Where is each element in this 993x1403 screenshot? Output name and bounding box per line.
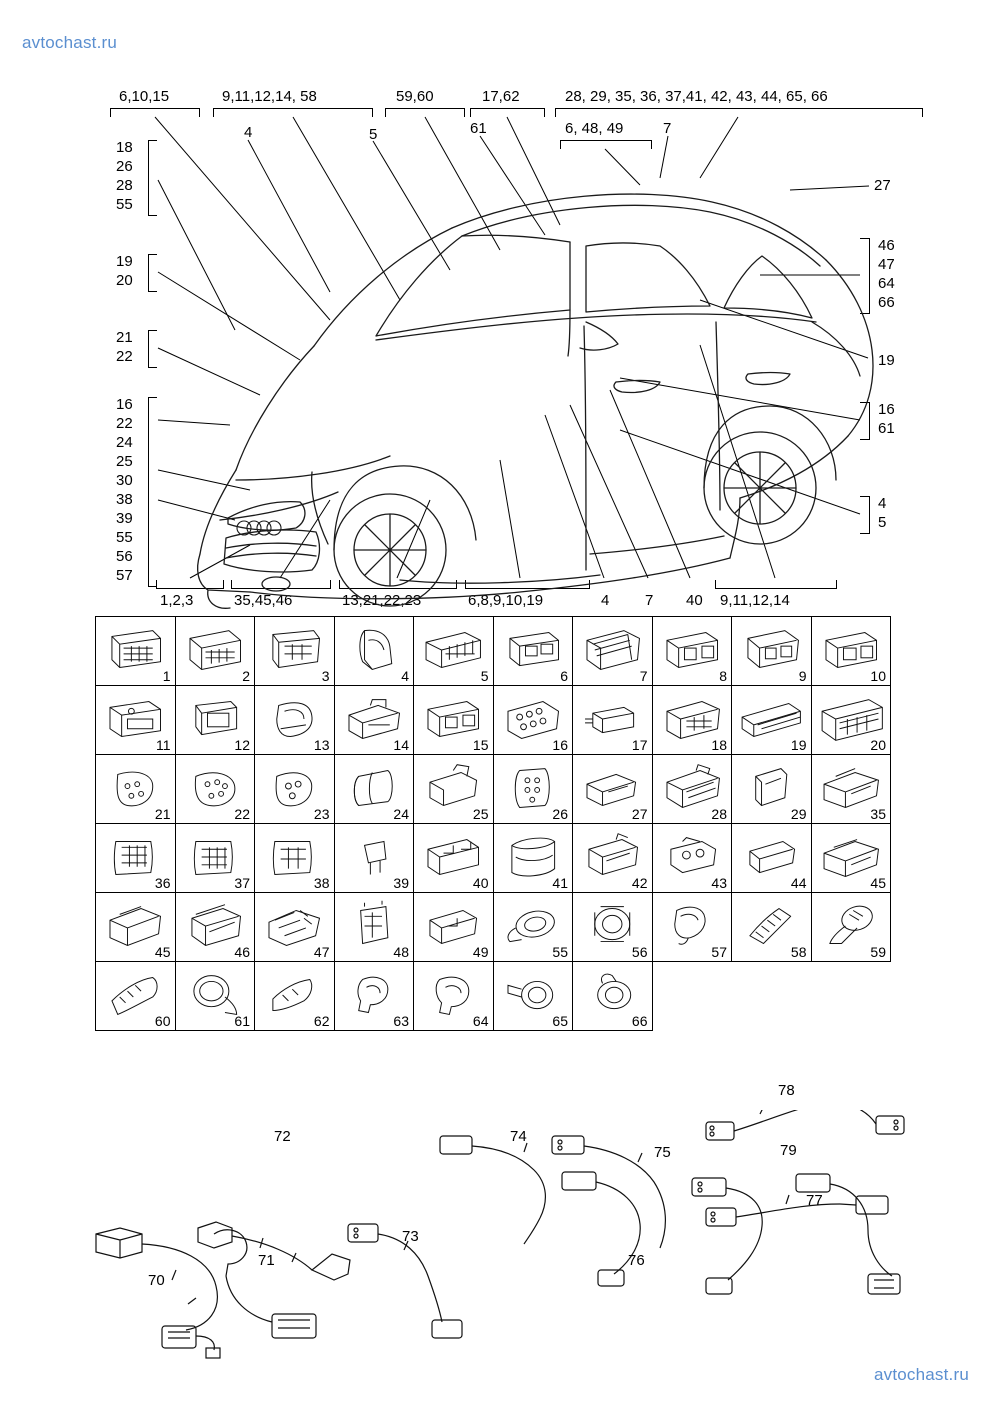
part-cell-12[interactable]: [175, 685, 256, 755]
left-group-2-item: 19: [116, 253, 133, 270]
part-cell-66[interactable]: [572, 961, 653, 1031]
left-group-4-item: 39: [116, 510, 133, 527]
bracket-tick: [385, 108, 386, 117]
part-cell-21[interactable]: [95, 754, 176, 824]
vehicle-illustration: [100, 150, 900, 620]
part-cell-44[interactable]: [731, 823, 812, 893]
part-cell-65[interactable]: [493, 961, 574, 1031]
harness-label-74: 74: [510, 1128, 527, 1145]
part-cell-59[interactable]: [811, 892, 892, 962]
part-cell-27[interactable]: [572, 754, 653, 824]
part-number: 45: [870, 875, 886, 891]
harness-label-78: 78: [778, 1082, 795, 1099]
part-cell-63[interactable]: [334, 961, 415, 1031]
part-cell-37[interactable]: [175, 823, 256, 893]
left-group-3-item: 22: [116, 348, 133, 365]
part-cell-7[interactable]: [572, 616, 653, 686]
parts-grid-row: [96, 685, 901, 754]
callout-61: 61: [470, 120, 487, 137]
callout-bottom-5: 4: [601, 592, 610, 609]
part-cell-17[interactable]: [572, 685, 653, 755]
callout-27: 27: [874, 177, 891, 194]
part-cell-62[interactable]: [254, 961, 335, 1031]
bracket-tick: [651, 140, 652, 149]
part-number: 36: [154, 875, 171, 891]
left-group-4-item: 16: [116, 396, 133, 413]
part-number: 24: [393, 806, 409, 822]
part-cell-5[interactable]: [413, 616, 494, 686]
part-cell-56[interactable]: [572, 892, 653, 962]
part-number: 8: [719, 668, 727, 684]
bracket-tick: [544, 108, 545, 117]
bracket-line: [213, 108, 373, 109]
part-number: 6: [560, 668, 568, 684]
part-number: 5: [480, 668, 489, 684]
watermark-bottom-right: avtochast.ru: [873, 1365, 969, 1384]
part-cell-26[interactable]: [493, 754, 574, 824]
part-cell-1[interactable]: [95, 616, 176, 686]
part-number: 21: [154, 806, 171, 822]
part-number: 60: [154, 1013, 171, 1029]
left-group-1-item: 55: [116, 196, 133, 213]
callout-top-2: 9,11,12,14, 58: [222, 88, 317, 105]
parts-grid-row: [96, 823, 901, 892]
part-number: 57: [711, 944, 727, 960]
parts-grid-row: [96, 616, 901, 685]
part-cell-40[interactable]: [413, 823, 494, 893]
part-cell-55[interactable]: [493, 892, 574, 962]
part-number: 47: [313, 944, 330, 960]
cable-assemblies: [0, 1082, 993, 1360]
part-number: 65: [552, 1013, 568, 1029]
bracket-tick: [372, 108, 373, 117]
left-group-4-item: 22: [116, 415, 133, 432]
harness-label-79: 79: [780, 1142, 797, 1159]
part-number: 40: [472, 875, 489, 891]
part-number: 19: [790, 737, 807, 753]
part-cell-60[interactable]: [95, 961, 176, 1031]
callout-top-5: 28, 29, 35, 36, 37,41, 42, 43, 44, 65, 66: [565, 88, 828, 105]
callout-bottom-2: 35,45,46: [234, 592, 293, 609]
part-cell-58[interactable]: [731, 892, 812, 962]
right-group-3-item: 61: [878, 420, 895, 437]
part-cell-36[interactable]: [95, 823, 176, 893]
callout-bottom-4: 6,8,9,10,19: [468, 592, 544, 609]
part-cell-47[interactable]: [254, 892, 335, 962]
left-group-1-item: 28: [116, 177, 133, 194]
bracket-tick: [555, 108, 556, 117]
part-number: 13: [313, 737, 330, 753]
harness-label-75: 75: [654, 1144, 671, 1161]
part-number: 3: [321, 668, 330, 684]
part-number: 23: [313, 806, 330, 822]
callout-bottom-7: 40: [686, 592, 703, 609]
part-number: 12: [234, 737, 250, 753]
left-group-4-item: 38: [116, 491, 133, 508]
right-group-1-item: 64: [878, 275, 895, 292]
callout-bottom-1: 1,2,3: [160, 592, 194, 609]
part-cell-39[interactable]: [334, 823, 415, 893]
part-number: 39: [393, 875, 409, 891]
part-number: 9: [798, 668, 807, 684]
part-number: 59: [870, 944, 886, 960]
part-number: 37: [234, 875, 250, 891]
bracket-tick: [470, 108, 471, 117]
part-cell-22[interactable]: [175, 754, 256, 824]
part-cell-10[interactable]: [811, 616, 892, 686]
callout-bottom-8: 9,11,12,14: [720, 592, 790, 609]
part-number: 18: [711, 737, 727, 753]
parts-grid-row: [96, 892, 901, 961]
part-number: 10: [870, 668, 886, 684]
part-number: 20: [870, 737, 886, 753]
harness-label-76: 76: [628, 1252, 645, 1269]
part-number: 28: [711, 806, 727, 822]
part-number: 66: [631, 1013, 648, 1029]
right-group-1-item: 46: [878, 237, 895, 254]
part-cell-35[interactable]: [811, 754, 892, 824]
part-number: 64: [472, 1013, 489, 1029]
part-cell-43[interactable]: [652, 823, 733, 893]
part-cell-3[interactable]: [254, 616, 335, 686]
bracket-tick: [560, 140, 561, 149]
part-cell-57[interactable]: [652, 892, 733, 962]
callout-bottom-3: 13,21,22,23: [342, 592, 422, 609]
part-cell-14[interactable]: [334, 685, 415, 755]
part-cell-9[interactable]: [731, 616, 812, 686]
part-number: 11: [155, 737, 171, 753]
parts-grid-row: [96, 961, 901, 1030]
part-cell-20[interactable]: [811, 685, 892, 755]
part-number: 2: [242, 668, 250, 684]
part-cell-8[interactable]: [652, 616, 733, 686]
part-cell-45b[interactable]: [95, 892, 176, 962]
callout-top-3: 59,60: [396, 88, 434, 105]
part-number: 15: [472, 737, 489, 753]
callout-top-4: 17,62: [482, 88, 520, 105]
part-number: 45: [154, 944, 171, 960]
left-group-4-item: 30: [116, 472, 133, 489]
harness-label-77: 77: [806, 1192, 823, 1209]
part-cell-61[interactable]: [175, 961, 256, 1031]
callout-top-6: 6, 48, 49: [565, 120, 624, 137]
part-number: 1: [162, 668, 171, 684]
part-cell-23[interactable]: [254, 754, 335, 824]
harness-label-71: 71: [258, 1252, 275, 1269]
part-number: 29: [790, 806, 807, 822]
bracket-line: [470, 108, 545, 109]
watermark-top-left: avtochast.ru: [22, 33, 118, 52]
part-cell-29[interactable]: [731, 754, 812, 824]
harness-label-72: 72: [274, 1128, 291, 1145]
callout-bottom-6: 7: [645, 592, 654, 609]
bracket-tick: [213, 108, 214, 117]
part-number: 25: [472, 806, 489, 822]
part-number: 35: [870, 806, 886, 822]
part-number: 41: [552, 875, 568, 891]
bracket-tick: [199, 108, 200, 117]
bracket-line: [560, 140, 652, 141]
part-cell-48[interactable]: [334, 892, 415, 962]
part-number: 17: [631, 737, 648, 753]
part-number: 46: [234, 944, 250, 960]
part-number: 22: [234, 806, 250, 822]
bracket-tick: [922, 108, 923, 117]
part-cell-4[interactable]: [334, 616, 415, 686]
callout-5: 5: [369, 126, 378, 143]
part-number: 62: [313, 1013, 330, 1029]
part-cell-46[interactable]: [175, 892, 256, 962]
bracket-line: [385, 108, 465, 109]
part-number: 55: [552, 944, 568, 960]
part-cell-64[interactable]: [413, 961, 494, 1031]
part-cell-41[interactable]: [493, 823, 574, 893]
parts-grid: [96, 616, 901, 1030]
part-cell-19[interactable]: [731, 685, 812, 755]
part-number: 14: [393, 737, 409, 753]
part-cell-16[interactable]: [493, 685, 574, 755]
left-group-4-item: 57: [116, 567, 133, 584]
bracket-line: [110, 108, 200, 109]
part-number: 58: [790, 944, 807, 960]
part-cell-24[interactable]: [334, 754, 415, 824]
left-group-2-item: 20: [116, 272, 133, 289]
harness-label-70: 70: [148, 1272, 165, 1289]
callout-top-1: 6,10,15: [119, 88, 170, 105]
part-cell-25[interactable]: [413, 754, 494, 824]
right-group-3-item: 16: [878, 401, 895, 418]
callout-4: 4: [244, 124, 253, 141]
bracket-tick: [110, 108, 111, 117]
part-cell-38[interactable]: [254, 823, 335, 893]
callout-7: 7: [663, 120, 672, 137]
left-group-1-item: 18: [116, 139, 133, 156]
part-cell-42[interactable]: [572, 823, 653, 893]
part-number: 27: [631, 806, 648, 822]
right-group-1-item: 47: [878, 256, 895, 273]
part-cell-28[interactable]: [652, 754, 733, 824]
part-number: 16: [552, 737, 568, 753]
part-cell-45[interactable]: [811, 823, 892, 893]
left-group-1-item: 26: [116, 158, 133, 175]
left-group-4-item: 24: [116, 434, 133, 451]
part-number: 4: [401, 668, 409, 684]
right-group-2-item: 19: [878, 352, 895, 369]
harness-label-73: 73: [402, 1228, 419, 1245]
left-group-4-item: 25: [116, 453, 133, 470]
part-number: 26: [552, 806, 568, 822]
part-number: 63: [393, 1013, 409, 1029]
part-cell-49[interactable]: [413, 892, 494, 962]
part-number: 48: [393, 944, 409, 960]
part-cell-18[interactable]: [652, 685, 733, 755]
part-cell-6[interactable]: [493, 616, 574, 686]
part-number: 38: [313, 875, 330, 891]
right-group-4-item: 4: [878, 495, 887, 512]
left-group-3-item: 21: [116, 329, 133, 346]
part-number: 43: [711, 875, 727, 891]
part-number: 7: [639, 668, 648, 684]
part-cell-2[interactable]: [175, 616, 256, 686]
part-number: 49: [472, 944, 489, 960]
part-cell-13[interactable]: [254, 685, 335, 755]
part-number: 56: [631, 944, 648, 960]
bracket-line: [555, 108, 923, 109]
left-group-4-item: 55: [116, 529, 133, 546]
part-number: 44: [790, 875, 807, 891]
part-cell-11[interactable]: [95, 685, 176, 755]
left-group-4-item: 56: [116, 548, 133, 565]
bracket-tick: [148, 140, 157, 141]
part-cell-15[interactable]: [413, 685, 494, 755]
bracket-tick: [464, 108, 465, 117]
right-group-4-item: 5: [878, 514, 887, 531]
part-number: 42: [631, 875, 648, 891]
part-number: 61: [234, 1013, 250, 1029]
parts-grid-row: [96, 754, 901, 823]
right-group-1-item: 66: [878, 294, 895, 311]
